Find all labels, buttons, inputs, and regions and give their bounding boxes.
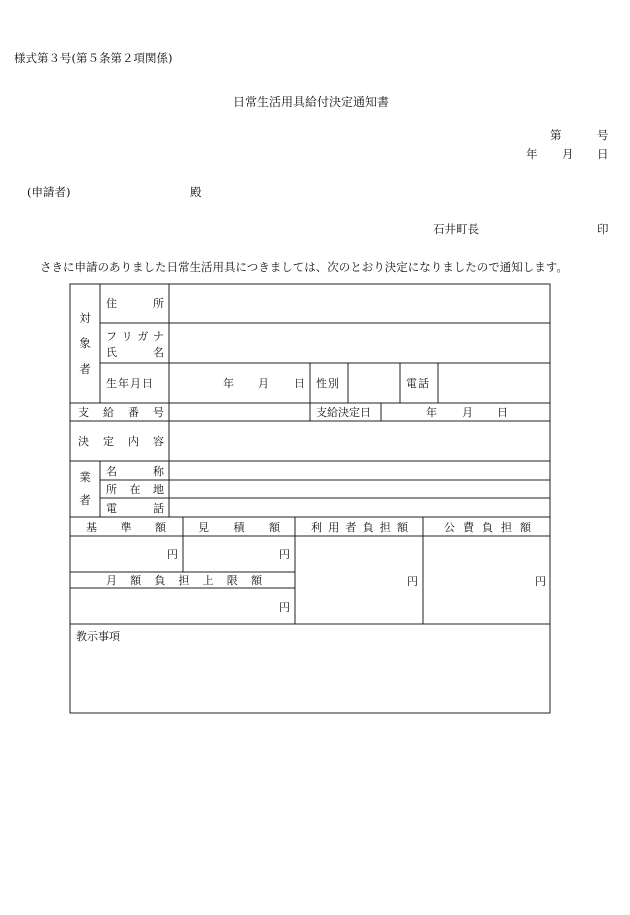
instruction-field[interactable] (71, 645, 549, 712)
birthdate-label: 生年月日 (106, 376, 154, 390)
date-day-label: 日 (597, 147, 609, 161)
address-label: 住 所 (106, 296, 164, 310)
notice-text: さきに申請のありました日常生活用具につきましては、次のとおり決定になりましたので通知します。 (40, 260, 568, 274)
vendor-phone-field[interactable] (170, 499, 549, 516)
subject-char: 対 (79, 310, 91, 325)
seal-label: 印 (597, 222, 609, 236)
pay-day-label: 日 (497, 405, 508, 419)
vendor-location-field[interactable] (170, 481, 549, 497)
pay-month-label: 月 (462, 405, 473, 419)
vendor-group-label: 業 者 (79, 469, 91, 507)
public-burden-header: 公 費 負 担 額 (444, 520, 531, 534)
monthly-cap-label: 月 額 負 担 上 限 額 (106, 573, 262, 587)
pay-year-label: 年 (426, 405, 437, 419)
subject-group-label (70, 306, 100, 382)
estimate-yen: 円 (279, 547, 290, 561)
estimate-header: 見 積 額 (198, 520, 280, 534)
birth-year-label: 年 (223, 376, 234, 390)
payment-date-label: 支給決定日 (316, 405, 371, 419)
payment-number-field[interactable] (170, 404, 309, 420)
decision-label: 決 定 内 容 (78, 434, 164, 448)
vendor-location-label: 所 在 地 (106, 482, 164, 496)
vendor-phone-label: 電 話 (106, 501, 164, 515)
subject-char: 象 (79, 336, 91, 351)
form-number: 様式第３号(第５条第２項関係) (14, 51, 173, 65)
gender-field[interactable] (349, 364, 399, 402)
issuer-label: 石井町長 (433, 222, 479, 236)
base-amount-yen: 円 (167, 547, 178, 561)
decision-field[interactable] (170, 422, 549, 460)
subject-char: 者 (79, 361, 91, 376)
document-title: 日常生活用具給付決定通知書 (233, 95, 390, 109)
user-burden-yen: 円 (407, 574, 418, 588)
base-amount-header: 基 準 額 (86, 520, 166, 534)
vendor-name-label: 名 称 (106, 464, 164, 478)
number-label-dai: 第 (550, 128, 562, 142)
vendor-name-field[interactable] (170, 462, 549, 479)
public-burden-yen: 円 (535, 574, 546, 588)
monthly-cap-yen: 円 (279, 600, 290, 614)
payment-number-label: 支 給 番 号 (78, 405, 164, 419)
birth-month-label: 月 (258, 376, 269, 390)
name-label: 氏 名 (106, 345, 164, 359)
birth-day-label: 日 (294, 376, 305, 390)
name-field[interactable] (170, 324, 549, 362)
date-month-label: 月 (562, 147, 574, 161)
phone-field[interactable] (439, 364, 549, 402)
applicant-label: (申請者) (27, 185, 71, 199)
number-label-go: 号 (597, 128, 609, 142)
gender-label: 性別 (316, 376, 340, 390)
phone-label: 電話 (406, 376, 430, 390)
instruction-label: 教示事項 (76, 629, 120, 643)
honorific-label: 殿 (190, 185, 202, 199)
user-burden-header: 利 用 者 負 担 額 (311, 520, 408, 534)
furigana-label: フ リ ガ ナ (106, 329, 164, 343)
address-field[interactable] (170, 284, 549, 322)
date-year-label: 年 (526, 147, 538, 161)
